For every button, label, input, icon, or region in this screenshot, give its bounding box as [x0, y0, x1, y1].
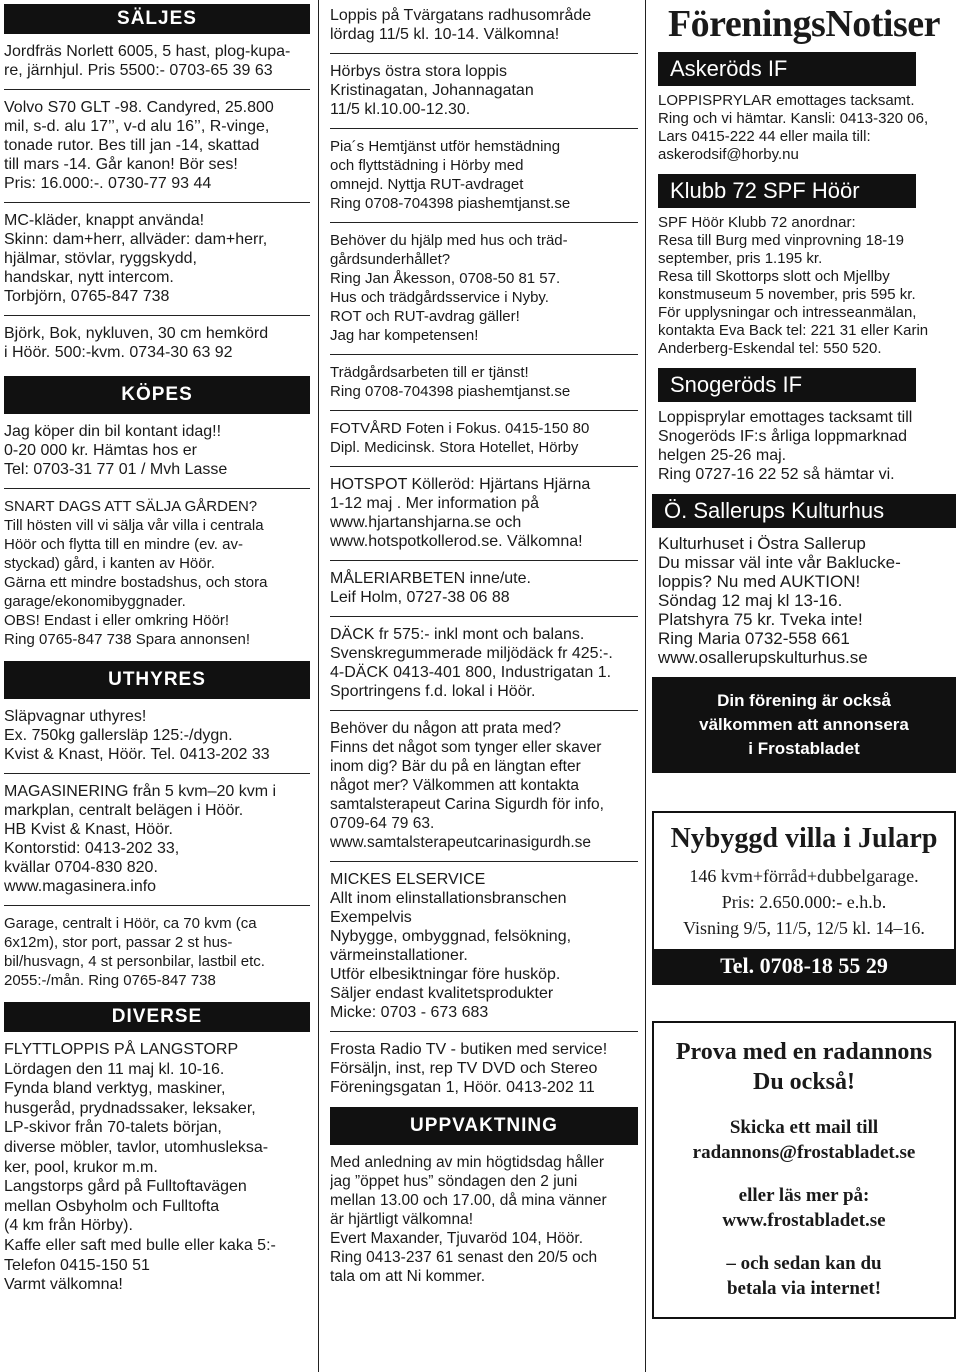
- ad-mc-klader: MC-kläder, knappt använda! Skinn: dam+herr, allväder: dam+herr, hjälmar, stövlar, ryggskydd, handskar, nytt intercom. Torbjörn, 0765-847 738: [4, 212, 268, 305]
- divider: [4, 488, 310, 489]
- prova-headline: Prova med en radannons Du också!: [675, 1039, 933, 1095]
- column-misc-ads: [330, 0, 638, 1372]
- divider: [330, 466, 638, 467]
- villa-tel: Tel. 0708-18 55 29: [654, 949, 954, 983]
- ad-koper-bil: Jag köper din bil kontant idag!! 0-20 000 kr. Hämtas hos er Tel: 0703-31 77 01 / Mvh Lasse: [4, 423, 228, 478]
- ad-volvo: Volvo S70 GLT -98. Candyred, 25.800 mil, s-d. alu 17’’, v-d alu 16’’, R-vinge, tonade rutor. Bes till jan -14, skattad till mars -14. Går kanon! Bör ses! Pris: 16.000:-. 0730-77 93 44: [4, 99, 274, 192]
- column-divider-1: [318, 0, 319, 1372]
- club-header-o-sallerups-kulturhus: Ö. Sallerups Kulturhus: [652, 494, 956, 528]
- section-header-diverse: DIVERSE: [4, 1002, 310, 1032]
- villa-line: Visning 9/5, 11/5, 12/5 kl. 14–16.: [683, 918, 925, 938]
- ad-tradgard-hjalp: Behöver du hjälp med hus och träd- gårdsunderhållet? Ring Jan Åkesson, 0708-50 81 57. Hus och trädgårdsservice i Nyby. ROT och RUT-avdrag gäller! Jag har kompetensen!: [330, 232, 568, 344]
- column-foreningsnotiser: [652, 0, 956, 1372]
- ad-garage: Garage, centralt i Höör, ca 70 kvm (ca 6x12m), stor port, passar 2 st hus- bil/husvagn, 4 st personbilar, lastbil etc. 2055:-/mån. Ring 0765-847 738: [4, 915, 265, 989]
- club-text-o-sallerups-kulturhus: Kulturhuset i Östra Sallerup Du missar väl inte vår Baklucke- loppis? Nu med AUKTION! Söndag 12 maj kl 13-16. Platshyra 75 kr. Tveka inte! Ring Maria 0732-558 661 www.osallerupskulturhus.se: [658, 534, 901, 667]
- section-header-uppvaktning: UPPVAKTNING: [330, 1107, 638, 1145]
- promo-din-forening: Din förening är också välkommen att annonsera i Frostabladet: [652, 677, 956, 773]
- ad-horby-loppis: Hörbys östra stora loppis Kristinagatan, Johannagatan 11/5 kl.10.00-12.30.: [330, 63, 534, 118]
- divider: [330, 616, 638, 617]
- column-divider-2: [645, 0, 646, 1372]
- divider: [330, 128, 638, 129]
- divider: [330, 53, 638, 54]
- divider: [4, 202, 310, 203]
- divider: [330, 222, 638, 223]
- ad-tradgardsarbeten: Trädgårdsarbeten till er tjänst! Ring 0708-704398 piashemtjanst.se: [330, 364, 571, 400]
- prova-mail-text: Skicka ett mail till radannons@frostabladet.se: [692, 1117, 916, 1163]
- ad-loppis-tvargatan: Loppis på Tvärgatans radhusområde lördag 11/5 kl. 10-14. Välkomna!: [330, 7, 592, 43]
- ad-maleriarbeten: MÅLERIARBETEN inne/ute. Leif Holm, 0727-38 06 88: [330, 570, 531, 606]
- ad-pias-hemtjanst: Pia´s Hemtjänst utför hemstädning och flyttstädning i Hörby med omnejd. Nyttja RUT-avdraget Ring 0708-704398 piashemtjanst.se: [330, 138, 571, 212]
- ad-mickes-elservice: MICKES ELSERVICE Allt inom elinstallationsbranschen Exempelvis Nybygge, ombyggnad, felsökning, värmeinstallationer. Utför elbesiktningar före husköp. Säljer endast kvalitetsprodukter Micke: 0703 - 673 683: [330, 871, 572, 1021]
- villa-headline: Nybyggd villa i Jularp: [670, 823, 938, 854]
- prova-web-text: eller läs mer på: www.frostabladet.se: [722, 1185, 886, 1231]
- ad-frosta-radio: Frosta Radio TV - butiken med service! Försäljn, inst, rep TV DVD och Stereo Föreningsgatan 1, Höör. 0413-202 11: [330, 1041, 608, 1096]
- divider: [330, 710, 638, 711]
- section-header-saljes: SÄLJES: [4, 4, 310, 34]
- ad-evert-maxander: Med anledning av min högtidsdag håller jag ”öppet hus” söndagen den 2 juni mellan 13.00 och 17.00, då mina vänner är hjärtligt välkomna! Evert Maxander, Tjuvaröd 104, Höör. Ring 0413-237 61 senast den 20/5 och tala om att Ni kommer.: [330, 1154, 607, 1285]
- ad-hotspot: HOTSPOT Kölleröd: Hjärtans Hjärna 1-12 maj . Mer information på www.hjartanshjarna.se och www.hotspotkollerod.se. Välkomna!: [330, 476, 591, 550]
- divider: [4, 315, 310, 316]
- divider: [4, 773, 310, 774]
- divider: [4, 905, 310, 906]
- masthead-foreningsnotiser: FöreningsNotiser: [667, 3, 941, 45]
- divider: [330, 354, 638, 355]
- villa-line: 146 kvm+förråd+dubbelgarage.: [689, 866, 919, 886]
- club-header-askerods-if: Askeröds IF: [658, 52, 916, 86]
- ad-nybyggd-villa: [652, 811, 956, 985]
- club-text-snogerods-if: Loppisprylar emottages tacksamt till Snogeröds IF:s årliga loppmarknad helgen 25-26 maj. Ring 0727-16 22 52 så hämtar vi.: [658, 409, 913, 483]
- ad-dack: DÄCK fr 575:- inkl mont och balans. Svenskregummerade miljödäck fr 425:-. 4-DÄCK 0413-401 800, Industrigatan 1. Sportringens f.d. lokal i Höör.: [330, 626, 613, 700]
- club-header-snogerods-if: Snogeröds IF: [658, 368, 916, 402]
- ad-flyttloppis: FLYTTLOPPIS PÅ LANGSTORP Lördagen den 11 maj kl. 10-16. Fynda bland verktyg, maskiner, husgeråd, prydnadssaker, leksaker, LP-skivor från 70-talets början, diverse möbler, tavlor, utomhusleksa- ker, pool, krukor m.m. Langstorps gård på Fulltoftavägen mellan Osbyholm och Fulltofta (4 km från Hörby). Kaffe eller saft med bulle eller kaka 5:- Telefon 0415-150 51 Varmt välkomna!: [4, 1041, 276, 1294]
- divider: [330, 1031, 638, 1032]
- prova-internet-text: – och sedan kan du betala via internet!: [726, 1253, 882, 1299]
- club-text-askerods-if: LOPPISPRYLAR emottages tacksamt. Ring och vi hämtar. Kansli: 0413-320 06, Lars 0415-222 44 eller maila till: askerodsif@horby.nu: [658, 92, 929, 163]
- villa-line: Pris: 2.650.000:- e.h.b.: [721, 892, 887, 912]
- ad-prova-radannons: [652, 1021, 956, 1319]
- club-header-klubb-72: Klubb 72 SPF Höör: [658, 174, 916, 208]
- divider: [330, 410, 638, 411]
- divider: [4, 89, 310, 90]
- column-classifieds: [4, 0, 310, 1372]
- ad-salja-garden: SNART DAGS ATT SÄLJA GÅRDEN? Till hösten vill vi sälja vår villa i centrala Höör och flytta till en mindre (ev. av- styckad) gård, i kanten av Höör. Gärna ett mindre bostadshus, och stora garage/ekonomibyggnader. OBS! Endast i eller omkring Höör! Ring 0765-847 738 Spara annonsen!: [4, 498, 268, 648]
- divider: [330, 560, 638, 561]
- ad-slapvagnar: Släpvagnar uthyres! Ex. 750kg gallersläp 125:-/dygn. Kvist & Knast, Höör. Tel. 0413-202 33: [4, 708, 270, 763]
- club-text-klubb-72: SPF Höör Klubb 72 anordnar: Resa till Burg med vinprovning 18-19 september, pris 1.195 kr. Resa till Skottorps slott och Mjellby konstmuseum 5 november, pris 595 kr. För upplysningar och intresseanmälan, kontakta Eva Back tel: 221 31 eller Karin Anderberg-Eskendal tel: 550 520.: [658, 214, 929, 357]
- divider: [330, 861, 638, 862]
- ad-fotvard: FOTVÅRD Foten i Fokus. 0415-150 80 Dipl. Medicinsk. Stora Hotellet, Hörby: [330, 420, 590, 456]
- section-header-kopes: KÖPES: [4, 376, 310, 414]
- ad-bjork-ved: Björk, Bok, nykluven, 30 cm hemkörd i Höör. 500:-kvm. 0734-30 63 92: [4, 325, 269, 361]
- ad-magasinering: MAGASINERING från 5 kvm–20 kvm i markplan, centralt belägen i Höör. HB Kvist & Knast, Höör. Kontorstid: 0413-202 33, kvällar 0704-830 820. www.magasinera.info: [4, 783, 277, 895]
- ad-samtalsterapeut: Behöver du någon att prata med? Finns det något som tynger eller skaver inom dig? Bär du på en längtan efter något mer? Välkommen att kontakta samtalsterapeut Carina Sigurdh för info, 0709-64 79 63. www.samtalsterapeutcarinasigurdh.se: [330, 720, 604, 851]
- ad-jordfras: Jordfräs Norlett 6005, 5 hast, plog-kupa- re, järnhjul. Pris 5500:- 0703-65 39 63: [4, 43, 291, 79]
- section-header-uthyres: UTHYRES: [4, 661, 310, 699]
